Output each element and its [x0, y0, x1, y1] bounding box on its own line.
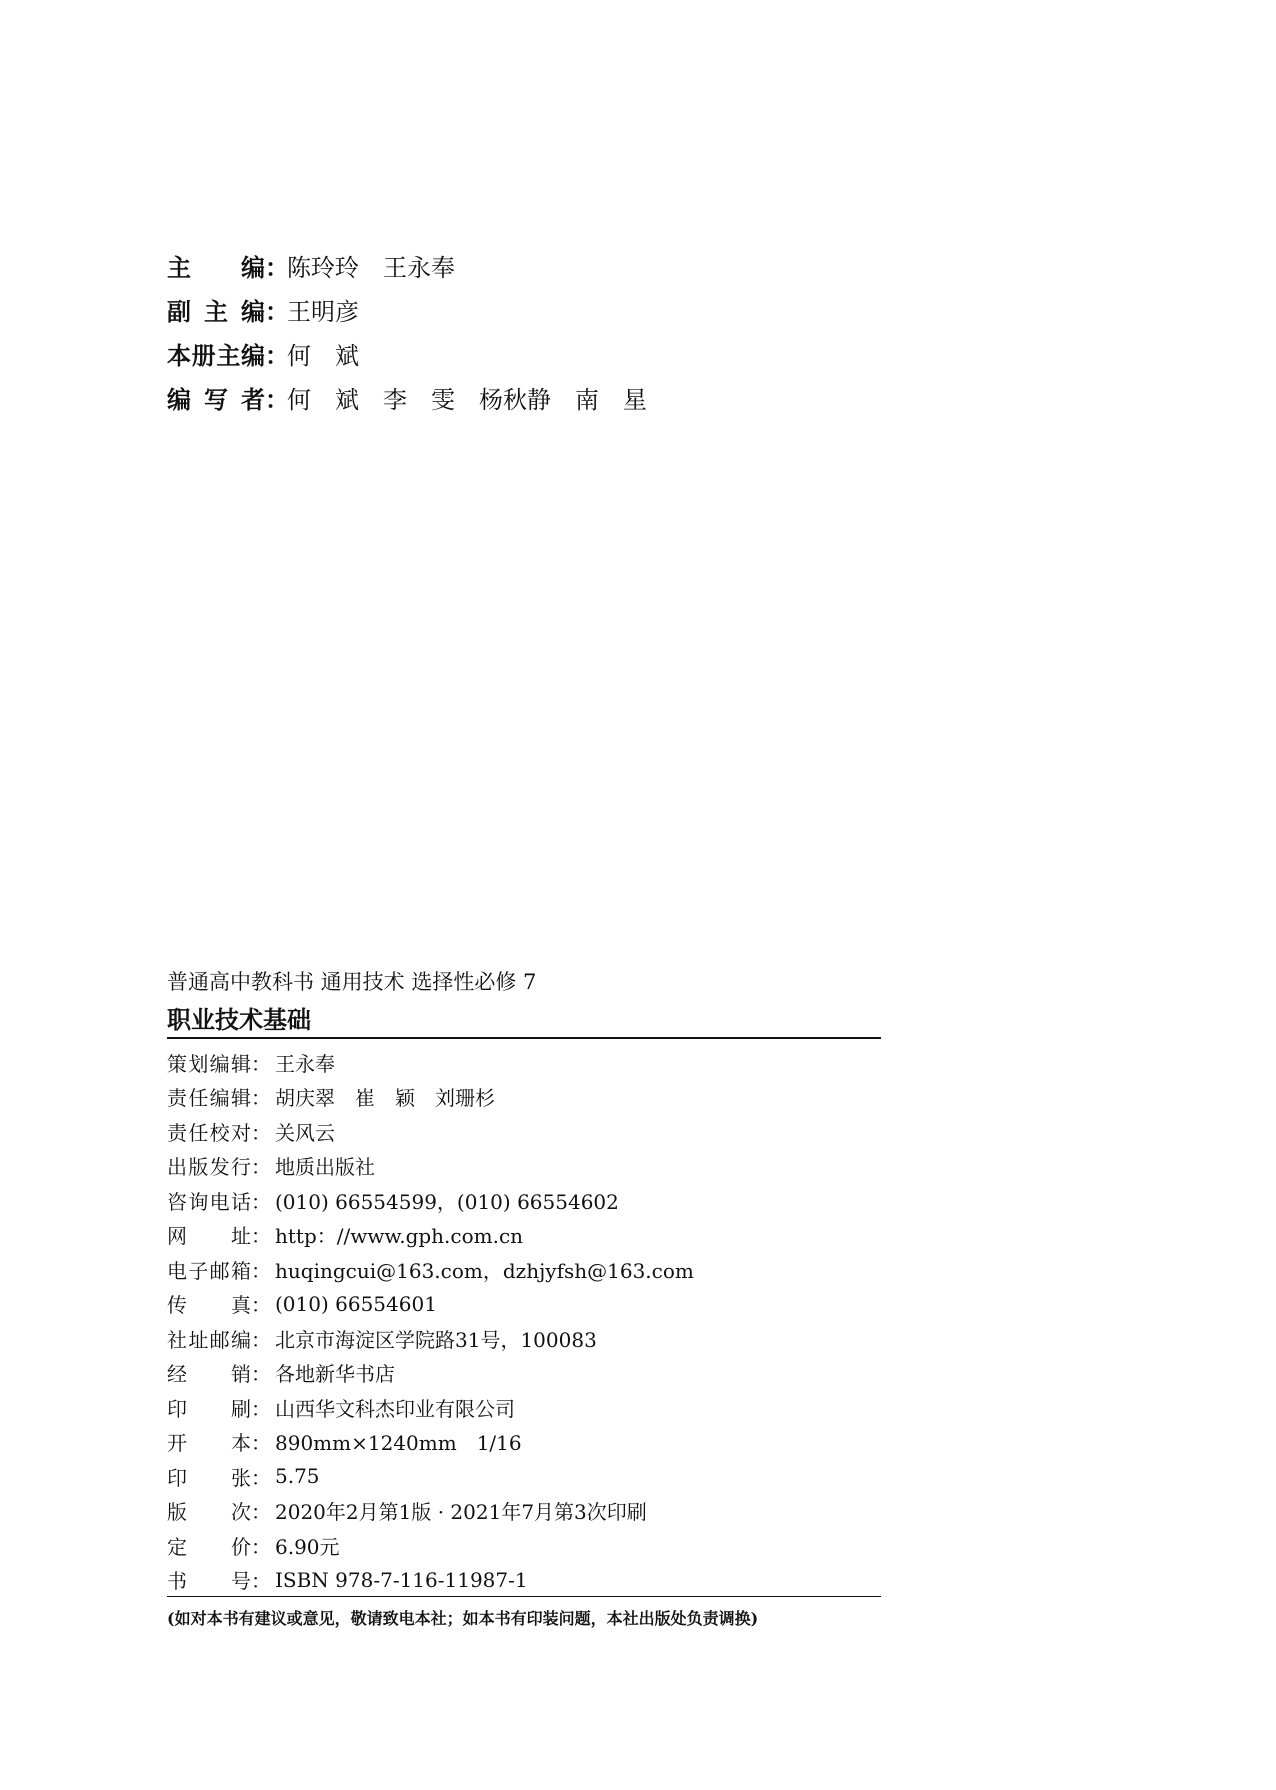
divider-top: [167, 1037, 881, 1039]
info-value: (010) 66554599，(010) 66554602: [275, 1189, 619, 1214]
info-row: [167, 1323, 597, 1353]
credit-row: [167, 338, 359, 368]
info-row: [167, 1358, 395, 1388]
feedback-note: (如对本书有建议或意见，敬请致电本社；如本书有印装问题，本社出版处负责调换): [167, 1609, 759, 1628]
label-char: 任: [188, 1086, 209, 1110]
label-char: 编: [167, 385, 191, 414]
colon: ：: [251, 1396, 271, 1421]
info-row: [167, 1565, 528, 1595]
credit-value: 何 斌 李 雯 杨秋静 南 星: [287, 385, 647, 414]
info-value: 胡庆翠 崔 颖 刘珊杉: [275, 1086, 495, 1110]
label-char: 副: [167, 297, 191, 326]
label-char: 电: [167, 1258, 187, 1283]
label-char: 策: [167, 1051, 187, 1076]
colon: ：: [265, 252, 289, 282]
credit-label: [167, 380, 265, 415]
label-char: 主: [216, 341, 241, 370]
credit-value: 何 斌: [287, 341, 359, 370]
info-label: [167, 1117, 251, 1146]
label-char: 子: [188, 1258, 209, 1283]
info-label: [167, 1358, 251, 1387]
info-row: [167, 1151, 375, 1181]
label-char: 写: [204, 385, 228, 414]
colon: ：: [251, 1569, 271, 1593]
label-char: 定: [167, 1534, 187, 1559]
label-char: 本: [231, 1431, 251, 1455]
info-label: [167, 1220, 251, 1249]
colon: ：: [251, 1189, 271, 1214]
label-char: 询: [188, 1189, 209, 1214]
info-value: (010) 66554601: [275, 1291, 437, 1316]
info-row: [167, 1116, 335, 1146]
colon: ：: [265, 340, 289, 370]
info-label: [167, 1289, 251, 1318]
info-row: [167, 1392, 515, 1422]
label-char: 编: [230, 1327, 251, 1352]
label-char: 划: [188, 1051, 209, 1076]
info-value: 6.90元: [275, 1534, 340, 1559]
label-char: 者: [241, 385, 265, 414]
colon: ：: [251, 1051, 271, 1076]
label-char: 真: [231, 1293, 251, 1317]
info-row: [167, 1254, 694, 1284]
info-label: [167, 1496, 251, 1525]
label-char: 校: [209, 1120, 230, 1145]
divider-bottom: [167, 1596, 881, 1597]
label-char: 编: [241, 253, 265, 282]
label-char: 对: [230, 1120, 251, 1145]
label-char: 行: [230, 1155, 251, 1179]
label-char: 编: [241, 297, 265, 326]
info-row: [167, 1461, 320, 1491]
info-value: http：//www.gph.com.cn: [275, 1224, 524, 1248]
info-label: [167, 1531, 251, 1560]
label-char: 发: [209, 1155, 230, 1179]
label-char: 书: [167, 1569, 187, 1593]
label-char: 版: [188, 1155, 209, 1179]
info-value: 王永奉: [275, 1051, 335, 1076]
colon: ：: [251, 1465, 271, 1490]
info-label: [167, 1255, 251, 1284]
colon: ：: [265, 296, 289, 326]
colon: ：: [251, 1431, 271, 1455]
label-char: 话: [230, 1189, 251, 1214]
info-value: huqingcui@163.com，dzhjyfsh@163.com: [275, 1258, 694, 1283]
credit-row: [167, 382, 647, 412]
colon: ：: [251, 1362, 271, 1386]
info-value: 890mm×1240mm 1/16: [275, 1431, 522, 1455]
label-char: 版: [167, 1500, 187, 1524]
colon: ：: [251, 1500, 271, 1524]
info-row: [167, 1047, 335, 1077]
info-row: [167, 1185, 619, 1215]
label-char: 编: [209, 1086, 230, 1110]
info-value: 各地新华书店: [275, 1362, 395, 1386]
info-value: 2020年2月第1版 · 2021年7月第3次印刷: [275, 1500, 647, 1524]
colon: ：: [251, 1534, 271, 1559]
label-char: 印: [167, 1396, 187, 1421]
colon: ：: [265, 384, 289, 414]
label-char: 本: [167, 341, 191, 370]
label-char: 经: [167, 1362, 187, 1386]
label-char: 号: [231, 1569, 251, 1593]
credit-value: 陈玲玲 王永奉: [287, 253, 455, 282]
label-char: 责: [167, 1086, 187, 1110]
info-row: [167, 1220, 523, 1250]
info-label: [167, 1427, 251, 1456]
info-row: [167, 1496, 647, 1526]
info-row: [167, 1427, 522, 1457]
label-char: 开: [167, 1431, 187, 1455]
label-char: 邮: [209, 1327, 230, 1352]
label-char: 销: [231, 1362, 251, 1386]
label-char: 印: [167, 1465, 187, 1490]
info-label: [167, 1186, 251, 1215]
label-char: 主: [167, 253, 191, 282]
label-char: 册: [191, 341, 216, 370]
info-label: [167, 1082, 251, 1111]
info-label: [167, 1151, 251, 1180]
label-char: 社: [167, 1327, 187, 1352]
colon: ：: [251, 1086, 271, 1110]
info-value: 关风云: [275, 1120, 335, 1145]
info-value: 地质出版社: [275, 1155, 375, 1179]
info-label: [167, 1048, 251, 1077]
label-char: 传: [167, 1293, 187, 1317]
label-char: 价: [231, 1534, 251, 1559]
credit-label: [167, 336, 265, 371]
label-char: 次: [231, 1500, 251, 1524]
colon: ：: [251, 1155, 271, 1179]
info-label: [167, 1462, 251, 1491]
label-char: 张: [231, 1465, 251, 1490]
label-char: 址: [188, 1327, 209, 1352]
info-value: 北京市海淀区学院路31号，100083: [275, 1327, 597, 1352]
series-title: 普通高中教科书 通用技术 选择性必修 7: [167, 970, 537, 994]
label-char: 刷: [231, 1396, 251, 1421]
label-char: 辑: [230, 1086, 251, 1110]
label-char: 电: [209, 1189, 230, 1214]
info-label: [167, 1393, 251, 1422]
label-char: 责: [167, 1120, 187, 1145]
info-row: [167, 1530, 340, 1560]
credit-row: [167, 250, 455, 280]
info-row: [167, 1289, 437, 1319]
info-value: ISBN 978-7-116-11987-1: [275, 1567, 528, 1592]
credit-value: 王明彦: [287, 297, 359, 326]
label-char: 网: [167, 1224, 187, 1248]
label-char: 出: [167, 1155, 187, 1179]
info-value: 5.75: [275, 1464, 320, 1488]
colon: ：: [251, 1327, 271, 1352]
colon: ：: [251, 1224, 271, 1248]
colon: ：: [251, 1120, 271, 1145]
credit-row: [167, 294, 359, 324]
colon: ：: [251, 1293, 271, 1317]
label-char: 编: [240, 341, 265, 370]
label-char: 址: [231, 1224, 251, 1248]
label-char: 箱: [230, 1258, 251, 1283]
label-char: 编: [209, 1051, 230, 1076]
credit-label: [167, 248, 265, 283]
info-label: [167, 1565, 251, 1594]
info-label: [167, 1324, 251, 1353]
credit-label: [167, 292, 265, 327]
label-char: 任: [188, 1120, 209, 1145]
info-row: [167, 1082, 495, 1112]
info-value: 山西华文科杰印业有限公司: [275, 1396, 515, 1421]
label-char: 主: [204, 297, 228, 326]
book-title: 职业技术基础: [167, 1006, 311, 1034]
label-char: 邮: [209, 1258, 230, 1283]
colon: ：: [251, 1258, 271, 1283]
label-char: 辑: [230, 1051, 251, 1076]
label-char: 咨: [167, 1189, 187, 1214]
